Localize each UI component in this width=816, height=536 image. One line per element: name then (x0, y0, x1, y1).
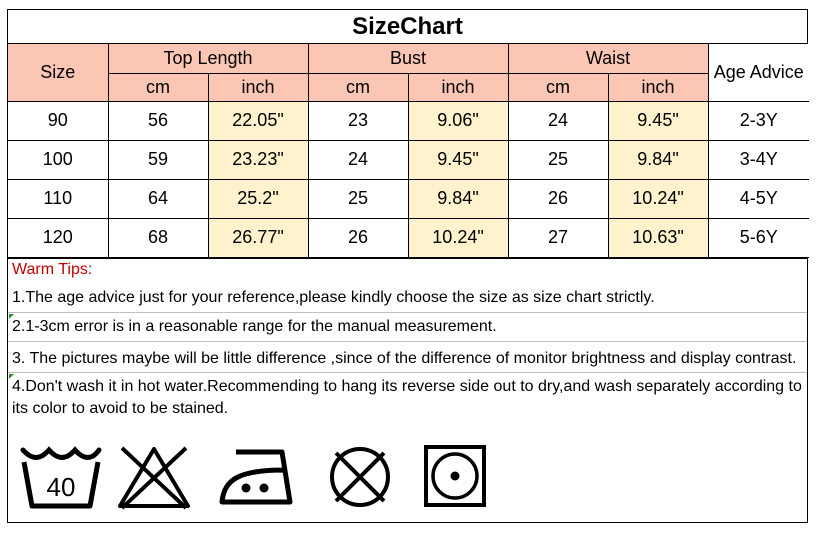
cell-bust-inch: 9.45" (408, 140, 508, 179)
cell-bust-inch: 10.24" (408, 218, 508, 257)
cell-top-cm: 59 (108, 140, 208, 179)
table-row (8, 140, 809, 179)
tip-text: 4.Don't wash it in hot water.Recommending to hang its reverse side out to dry,and wash separately according to its color to avoid to be stained. (12, 377, 802, 417)
tip-marker (9, 314, 14, 319)
cell-top-inch: 22.05" (208, 101, 308, 140)
subheader-cm: cm (308, 73, 408, 101)
table-row (8, 179, 809, 218)
cell-top-cm: 68 (108, 218, 208, 257)
tip-item (8, 372, 807, 424)
cell-bust-inch: 9.84" (408, 179, 508, 218)
care-symbols (8, 444, 807, 512)
tip-text: 3. The pictures maybe will be little difference ,since of the difference of monitor brightness and display contrast. (12, 349, 797, 367)
cell-top-inch: 23.23" (208, 140, 308, 179)
subheader-inch: inch (608, 73, 708, 101)
cell-size: 110 (8, 179, 108, 218)
header-waist: Waist (508, 44, 708, 73)
subheader-inch: inch (208, 73, 308, 101)
tips-heading: Warm Tips: (12, 260, 93, 278)
cell-age: 3-4Y (708, 140, 809, 179)
iron-medium-icon (218, 444, 304, 510)
cell-waist-inch: 9.45" (608, 101, 708, 140)
cell-top-inch: 25.2" (208, 179, 308, 218)
table-header-row (8, 44, 809, 73)
cell-age: 4-5Y (708, 179, 809, 218)
size-table (8, 44, 809, 258)
cell-size: 120 (8, 218, 108, 257)
cell-top-inch: 26.77" (208, 218, 308, 257)
tip-text: 2.1-3cm error is in a reasonable range for the manual measurement. (12, 317, 497, 335)
cell-size: 100 (8, 140, 108, 179)
tip-marker (9, 374, 14, 379)
tip-item (8, 312, 807, 341)
cell-bust-cm: 26 (308, 218, 408, 257)
table-row (8, 101, 809, 140)
cell-waist-cm: 25 (508, 140, 608, 179)
tip-text: 1.The age advice just for your reference,please kindly choose the size as size chart strictly. (12, 288, 655, 306)
warm-tips (8, 258, 807, 424)
cell-top-cm: 64 (108, 179, 208, 218)
cell-age: 5-6Y (708, 218, 809, 257)
header-top-length: Top Length (108, 44, 308, 73)
tip-item (8, 283, 807, 312)
subheader-cm: cm (108, 73, 208, 101)
no-bleach-icon (116, 444, 192, 510)
page-title: SizeChart (8, 10, 807, 44)
cell-waist-inch: 9.84" (608, 140, 708, 179)
cell-age: 2-3Y (708, 101, 809, 140)
header-age-advice: Age Advice (708, 44, 809, 101)
cell-waist-cm: 24 (508, 101, 608, 140)
wash-temp-label: 40 (46, 472, 76, 502)
header-bust: Bust (308, 44, 508, 73)
cell-waist-cm: 26 (508, 179, 608, 218)
cell-bust-cm: 23 (308, 101, 408, 140)
subheader-inch: inch (408, 73, 508, 101)
header-size: Size (8, 44, 108, 101)
table-subheader-row (8, 73, 809, 101)
size-chart-sheet (7, 9, 808, 523)
table-row (8, 218, 809, 257)
cell-top-cm: 56 (108, 101, 208, 140)
cell-waist-cm: 27 (508, 218, 608, 257)
no-tumble-dry-icon (324, 444, 396, 510)
wash-40-icon (20, 444, 102, 510)
cell-bust-cm: 24 (308, 140, 408, 179)
cell-waist-inch: 10.63" (608, 218, 708, 257)
cell-waist-inch: 10.24" (608, 179, 708, 218)
cell-bust-inch: 9.06" (408, 101, 508, 140)
subheader-cm: cm (508, 73, 608, 101)
tumble-dry-icon (422, 444, 488, 510)
cell-bust-cm: 25 (308, 179, 408, 218)
tip-item (8, 341, 807, 372)
cell-size: 90 (8, 101, 108, 140)
